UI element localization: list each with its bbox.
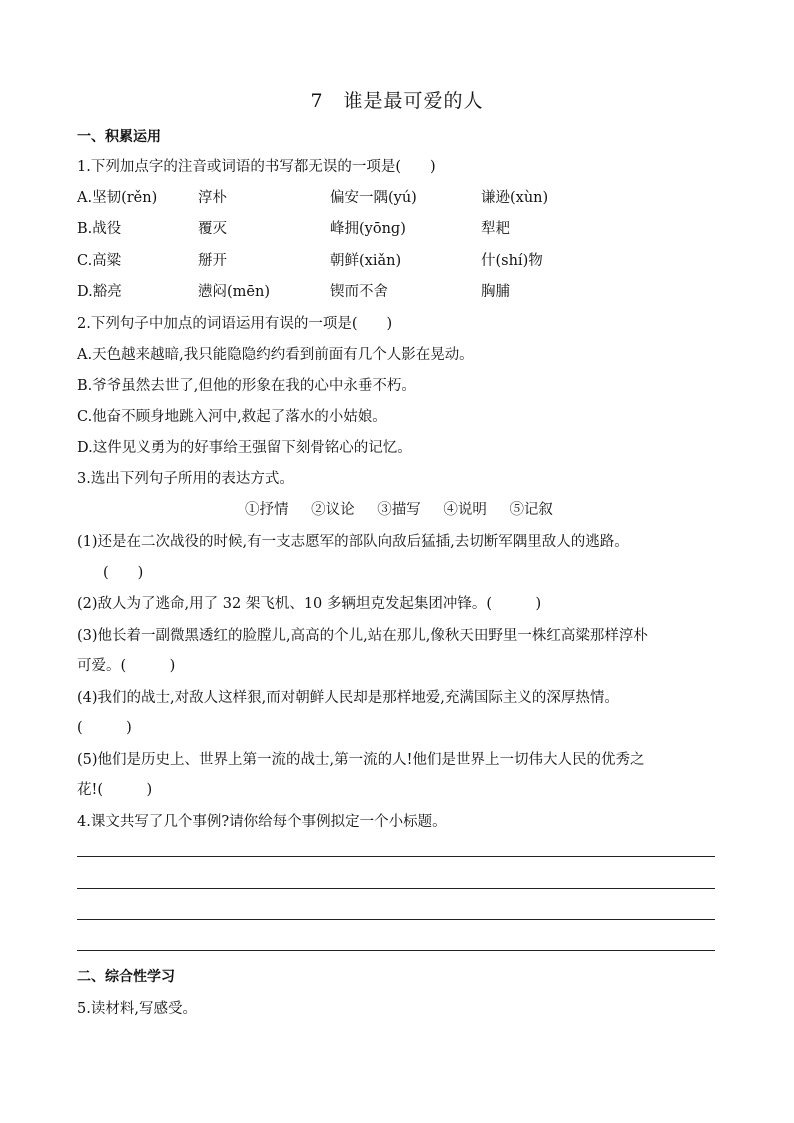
q1-c-col4: 什(shí)物 xyxy=(481,253,543,269)
q3-sentence-1-blank[interactable]: ( ) xyxy=(103,565,144,581)
q3-sentence-4-line1: (4)我们的战士,对敌人这样狠,而对朝鲜人民却是那样地爱,充满国际主义的深厚热情。 xyxy=(77,690,619,706)
question-3-stem: 3.选出下列句子所用的表达方式。 xyxy=(77,471,294,487)
mode-1: ①抒情 xyxy=(245,502,289,518)
q3-sentence-2: (2)敌人为了逃命,用了 32 架飞机、10 多辆坦克发起集团冲锋。( ) xyxy=(77,596,542,612)
mode-4: ④说明 xyxy=(443,502,487,518)
lesson-number: 7 xyxy=(310,90,324,112)
q1-d-col4: 胸脯 xyxy=(481,284,510,300)
q3-sentence-3-line2: 可爱。( ) xyxy=(77,658,176,674)
q1-d-col2: 懑闷(mēn) xyxy=(198,284,270,300)
q2-option-b: B.爷爷虽然去世了,但他的形象在我的心中永垂不朽。 xyxy=(77,378,416,394)
q1-d-col3: 锲而不舍 xyxy=(330,284,388,300)
q1-b-col2: 覆灭 xyxy=(198,221,227,237)
q3-sentence-5-line1: (5)他们是历史上、世界上第一流的战士,第一流的人!他们是世界上一切伟大人民的优秀之 xyxy=(77,752,645,768)
answer-line-3[interactable] xyxy=(77,919,715,920)
answer-line-4[interactable] xyxy=(77,950,715,951)
q1-c-col1: C.高粱 xyxy=(77,253,122,269)
q1-a-col4: 谦逊(xùn) xyxy=(481,190,549,206)
mode-3: ③描写 xyxy=(377,502,421,518)
expression-modes xyxy=(245,498,567,519)
q1-d-col1: D.豁亮 xyxy=(77,284,122,300)
q1-a-col3: 偏安一隅(yú) xyxy=(330,190,417,206)
answer-line-1[interactable] xyxy=(77,856,715,857)
question-5-stem: 5.读材料,写感受。 xyxy=(77,1001,197,1017)
q3-sentence-3-line1: (3)他长着一副微黑透红的脸膛儿,高高的个儿,站在那儿,像秋天田野里一株红高粱那样淳朴 xyxy=(77,628,648,644)
mode-2: ②议论 xyxy=(311,502,355,518)
mode-5: ⑤记叙 xyxy=(509,502,553,518)
q1-b-col1: B.战役 xyxy=(77,221,122,237)
q1-a-col1: A.坚韧(rěn) xyxy=(77,190,158,206)
lesson-title xyxy=(0,86,794,113)
q1-c-col2: 掰开 xyxy=(198,253,227,269)
q1-b-col3: 峰拥(yōnɡ) xyxy=(330,221,406,237)
lesson-title-text: 谁是最可爱的人 xyxy=(343,90,484,112)
section-heading-1: 一、积累运用 xyxy=(77,129,161,145)
answer-line-2[interactable] xyxy=(77,888,715,889)
q3-sentence-5-line2: 花!( ) xyxy=(77,782,153,798)
q2-option-a: A.天色越来越暗,我只能隐隐约约看到前面有几个人影在晃动。 xyxy=(77,347,474,363)
q2-option-d: D.这件见义勇为的好事给王强留下刻骨铭心的记忆。 xyxy=(77,440,412,456)
q3-sentence-4-blank[interactable]: ( ) xyxy=(77,720,132,736)
question-2-stem: 2.下列句子中加点的词语运用有误的一项是( ) xyxy=(77,316,393,332)
q3-sentence-1: (1)还是在二次战役的时候,有一支志愿军的部队向敌后猛插,去切断军隅里敌人的逃路。 xyxy=(77,534,629,550)
q1-b-col4: 犁耙 xyxy=(481,221,510,237)
q1-c-col3: 朝鲜(xiǎn) xyxy=(330,253,402,269)
question-1-stem: 1.下列加点字的注音或词语的书写都无误的一项是( ) xyxy=(77,159,436,175)
q2-option-c: C.他奋不顾身地跳入河中,救起了落水的小姑娘。 xyxy=(77,409,387,425)
q1-a-col2: 淳朴 xyxy=(198,190,227,206)
section-heading-2: 二、综合性学习 xyxy=(77,969,175,985)
question-4-stem: 4.课文共写了几个事例?请你给每个事例拟定一个小标题。 xyxy=(77,814,447,830)
